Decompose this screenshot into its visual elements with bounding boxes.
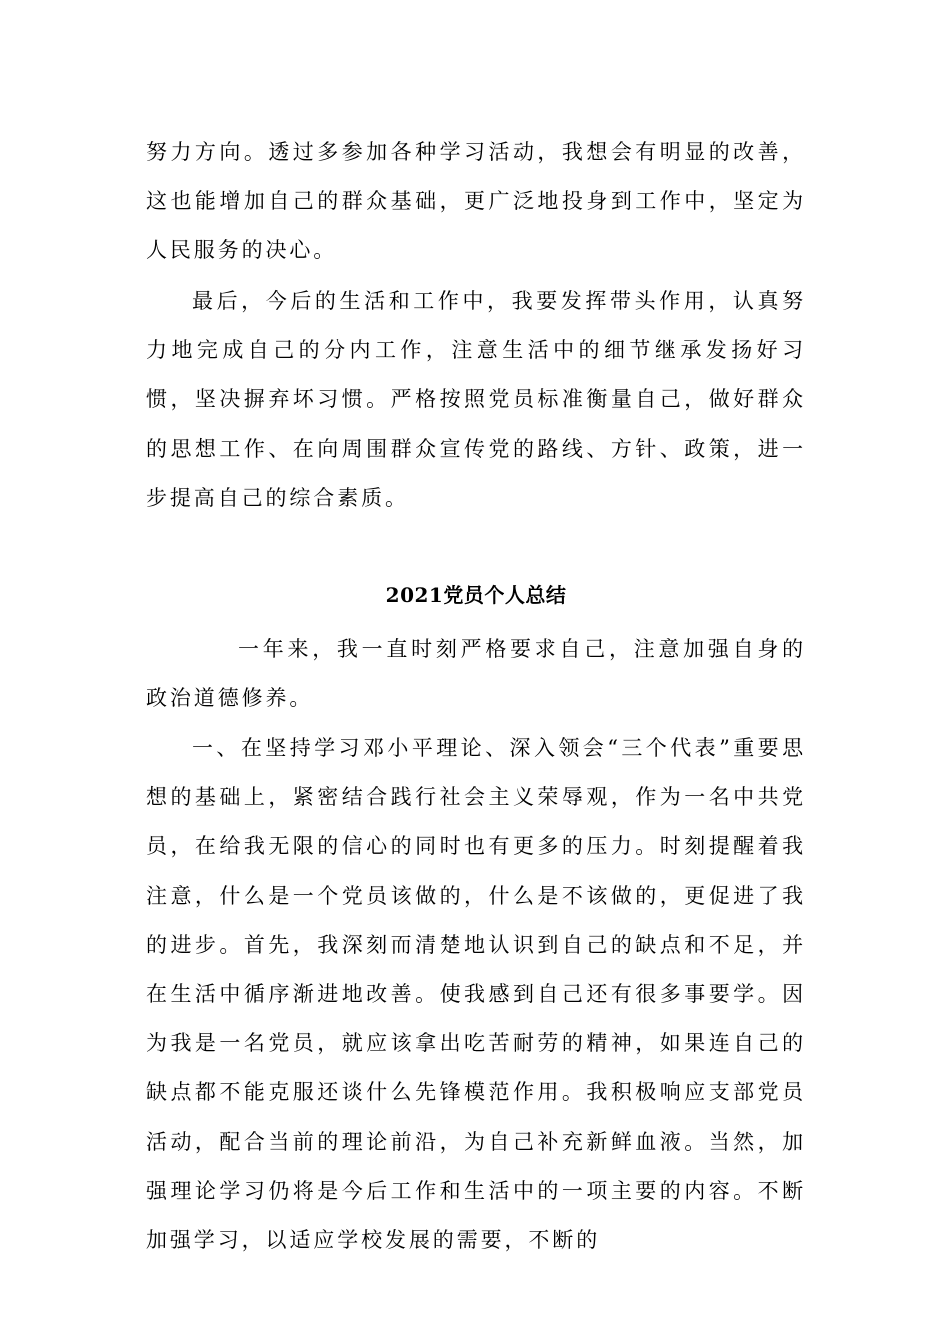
- paragraph-continuation: 努力方向。透过多参加各种学习活动，我想会有明显的改善，这也能增加自己的群众基础，更广泛地投身到工作中，坚定为人民服务的决心。: [146, 140, 806, 263]
- paragraph-conclusion: 最后，今后的生活和工作中，我要发挥带头作用，认真努力地完成自己的分内工作，注意生活中的细节继承发扬好习惯，坚决摒弃坏习惯。严格按照党员标准衡量自己，做好群众的思想工作、在向周围群众宣传党的路线、方针、政策，进一步提高自己的综合素质。: [146, 289, 806, 510]
- paragraph-point-one: 一、在坚持学习邓小平理论、深入领会“三个代表”重要思想的基础上，紧密结合践行社会主义荣辱观，作为一名中共党员，在给我无限的信心的同时也有更多的压力。时刻提醒着我注意，什么是一个党员该做的，什么是不该做的，更促进了我的进步。首先，我深刻而清楚地认识到自己的缺点和不足，并在生活中循序渐进地改善。使我感到自己还有很多事要学。因为我是一名党员，就应该拿出吃苦耐劳的精神，如果连自己的缺点都不能克服还谈什么先锋模范作用。我积极响应支部党员活动，配合当前的理论前沿，为自己补充新鲜血液。当然，加强理论学习仍将是今后工作和生活中的一项主要的内容。不断加强学习，以适应学校发展的需要，不断的: [146, 736, 806, 1253]
- section-title: 2021党员个人总结: [385, 583, 567, 607]
- paragraph-intro: 一年来，我一直时刻严格要求自己，注意加强自身的政治道德修养。: [146, 637, 806, 711]
